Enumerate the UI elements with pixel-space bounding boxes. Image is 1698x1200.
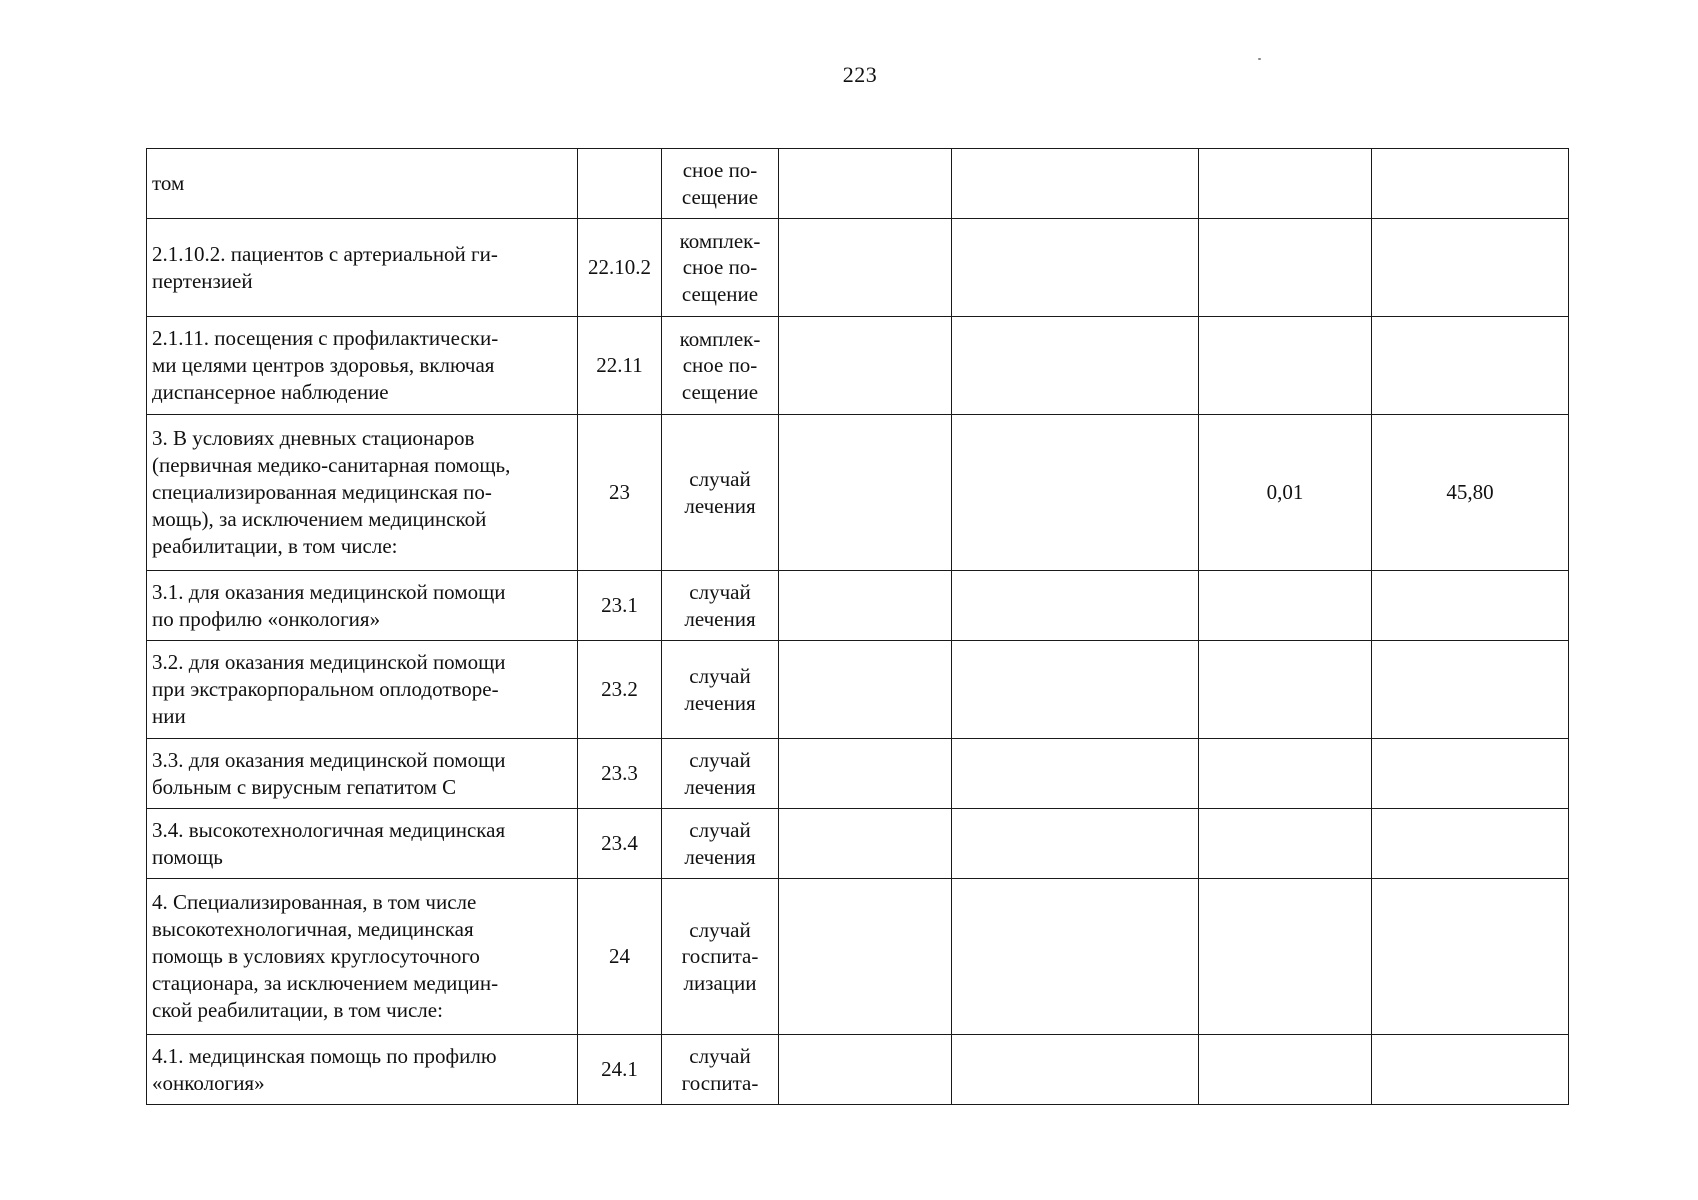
table-row bbox=[147, 809, 1569, 879]
row-value-2-cell bbox=[952, 641, 1199, 739]
row-name-cell bbox=[147, 809, 578, 879]
row-value-2-cell bbox=[952, 219, 1199, 317]
row-unit-cell bbox=[662, 149, 779, 219]
row-value-4-cell bbox=[1372, 149, 1569, 219]
row-code-cell bbox=[578, 317, 662, 415]
row-value-3-cell bbox=[1199, 219, 1372, 317]
row-value-2-cell bbox=[952, 809, 1199, 879]
table-row bbox=[147, 219, 1569, 317]
row-code-text: 23 bbox=[609, 480, 630, 505]
row-value-3-cell bbox=[1199, 571, 1372, 641]
row-value-2-cell bbox=[952, 739, 1199, 809]
table-row bbox=[147, 1035, 1569, 1105]
row-unit-cell bbox=[662, 317, 779, 415]
row-code-text: 24.1 bbox=[601, 1057, 638, 1082]
row-code-cell bbox=[578, 641, 662, 739]
row-name-text: 4.1. медицинская помощь по профилю «онкология» bbox=[152, 1043, 497, 1095]
row-code-cell bbox=[578, 739, 662, 809]
row-name-text: 3.3. для оказания медицинской помощи больным с вирусным гепатитом С bbox=[152, 747, 506, 799]
row-name-cell bbox=[147, 1035, 578, 1105]
row-code-text: 23.1 bbox=[601, 593, 638, 618]
row-name-cell bbox=[147, 739, 578, 809]
row-name-cell bbox=[147, 879, 578, 1035]
row-value-2-cell bbox=[952, 149, 1199, 219]
row-value-3-cell bbox=[1199, 317, 1372, 415]
row-code-cell bbox=[578, 809, 662, 879]
row-value-1-cell bbox=[779, 739, 952, 809]
table-row bbox=[147, 415, 1569, 571]
row-name-cell bbox=[147, 641, 578, 739]
row-unit-text: случай лечения bbox=[684, 580, 756, 631]
row-code-cell bbox=[578, 219, 662, 317]
row-unit-text: случай госпита- лизации bbox=[681, 918, 759, 995]
row-unit-text: комплек- сное по- сещение bbox=[679, 327, 761, 404]
row-value-4-cell bbox=[1372, 739, 1569, 809]
row-name-cell bbox=[147, 149, 578, 219]
row-value-4-cell bbox=[1372, 879, 1569, 1035]
row-code-text: 23.2 bbox=[601, 677, 638, 702]
row-code-text: 23.3 bbox=[601, 761, 638, 786]
row-name-text: 3.1. для оказания медицинской помощи по профилю «онкология» bbox=[152, 579, 506, 631]
row-unit-cell bbox=[662, 739, 779, 809]
row-value-1-cell bbox=[779, 879, 952, 1035]
row-code-cell bbox=[578, 149, 662, 219]
row-code-cell bbox=[578, 879, 662, 1035]
row-value-1-cell bbox=[779, 641, 952, 739]
table-body bbox=[147, 149, 1569, 1105]
row-unit-text: случай лечения bbox=[684, 467, 756, 518]
row-name-text: том bbox=[152, 171, 185, 196]
row-value-2-cell bbox=[952, 571, 1199, 641]
row-value-1-cell bbox=[779, 1035, 952, 1105]
row-value-3-cell bbox=[1199, 415, 1372, 571]
row-unit-text: сное по- сещение bbox=[681, 158, 759, 209]
row-value-2-cell bbox=[952, 415, 1199, 571]
table-row bbox=[147, 879, 1569, 1035]
row-value-4-cell bbox=[1372, 809, 1569, 879]
row-name-cell bbox=[147, 415, 578, 571]
row-unit-cell bbox=[662, 879, 779, 1035]
row-unit-text: случай лечения bbox=[684, 664, 756, 715]
row-code-text: 24 bbox=[609, 944, 630, 969]
row-unit-cell bbox=[662, 1035, 779, 1105]
row-name-text: 2.1.11. посещения с профилактически- ми целями центров здоровья, включая диспансерное наблюдение bbox=[152, 326, 499, 404]
document-table bbox=[146, 148, 1569, 1105]
row-name-text: 3.2. для оказания медицинской помощи при экстракорпоральном оплодотворе- нии bbox=[152, 650, 506, 728]
row-code-text: 22.10.2 bbox=[588, 255, 651, 280]
row-name-text: 4. Специализированная, в том числе высокотехнологичная, медицинская помощь в условиях круглосуточного стационара, за исключением медицин- ской реабилитации, в том числе: bbox=[152, 890, 499, 1022]
row-value-2-cell bbox=[952, 1035, 1199, 1105]
row-value-3-cell bbox=[1199, 149, 1372, 219]
row-value-4-cell bbox=[1372, 1035, 1569, 1105]
row-unit-cell bbox=[662, 571, 779, 641]
row-unit-cell bbox=[662, 415, 779, 571]
table-row bbox=[147, 149, 1569, 219]
row-unit-cell bbox=[662, 641, 779, 739]
row-name-text: 2.1.10.2. пациентов с артериальной ги- пертензией bbox=[152, 241, 498, 293]
table-row bbox=[147, 317, 1569, 415]
row-code-text: 22.11 bbox=[596, 353, 643, 378]
row-unit-text: случай лечения bbox=[684, 818, 756, 869]
table-row bbox=[147, 739, 1569, 809]
row-value-4-cell bbox=[1372, 317, 1569, 415]
row-value-3-cell bbox=[1199, 879, 1372, 1035]
row-value-2-cell bbox=[952, 879, 1199, 1035]
row-value-4-cell bbox=[1372, 571, 1569, 641]
scan-speck bbox=[1258, 58, 1261, 60]
row-name-cell bbox=[147, 317, 578, 415]
row-name-cell bbox=[147, 219, 578, 317]
row-value-1-cell bbox=[779, 415, 952, 571]
row-value-1-cell bbox=[779, 809, 952, 879]
row-code-cell bbox=[578, 571, 662, 641]
row-unit-cell bbox=[662, 219, 779, 317]
row-unit-cell bbox=[662, 809, 779, 879]
row-code-cell bbox=[578, 415, 662, 571]
row-unit-text: случай лечения bbox=[684, 748, 756, 799]
row-value-1-cell bbox=[779, 317, 952, 415]
row-value-4-cell bbox=[1372, 219, 1569, 317]
row-value-3-cell bbox=[1199, 809, 1372, 879]
table-row bbox=[147, 571, 1569, 641]
row-value-4-text: 45,80 bbox=[1446, 480, 1494, 505]
row-code-cell bbox=[578, 1035, 662, 1105]
row-name-text: 3. В условиях дневных стационаров (первичная медико-санитарная помощь, специализированная медицинская по- мощь), за исключением медицинской реабилитации, в том числе: bbox=[152, 426, 511, 558]
row-unit-text: комплек- сное по- сещение bbox=[679, 229, 761, 306]
row-value-3-cell bbox=[1199, 641, 1372, 739]
row-name-text: 3.4. высокотехнологичная медицинская помощь bbox=[152, 817, 506, 869]
row-value-3-text: 0,01 bbox=[1266, 480, 1304, 505]
row-value-4-cell bbox=[1372, 641, 1569, 739]
table-row bbox=[147, 641, 1569, 739]
row-name-cell bbox=[147, 571, 578, 641]
row-unit-text: случай госпита- bbox=[681, 1044, 759, 1095]
row-value-3-cell bbox=[1199, 739, 1372, 809]
row-value-2-cell bbox=[952, 317, 1199, 415]
page-number: 223 bbox=[842, 62, 878, 87]
row-value-1-cell bbox=[779, 571, 952, 641]
row-value-3-cell bbox=[1199, 1035, 1372, 1105]
row-value-4-cell bbox=[1372, 415, 1569, 571]
row-code-text: 23.4 bbox=[601, 831, 638, 856]
row-value-1-cell bbox=[779, 219, 952, 317]
row-value-1-cell bbox=[779, 149, 952, 219]
